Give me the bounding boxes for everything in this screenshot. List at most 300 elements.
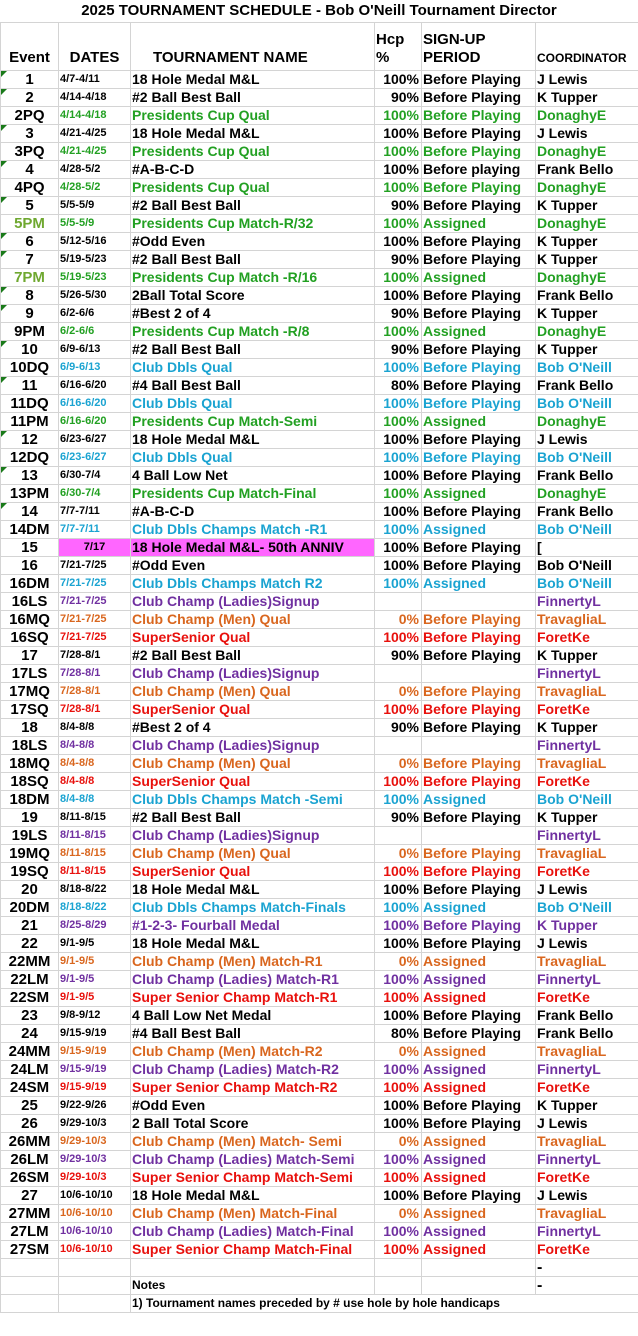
hcp-cell: 90% bbox=[375, 809, 422, 827]
table-row bbox=[1, 521, 638, 539]
dates-cell: 4/28-5/2 bbox=[59, 161, 131, 179]
name-cell: #4 Ball Best Ball bbox=[131, 1025, 375, 1043]
dates-cell: 9/29-10/3 bbox=[59, 1169, 131, 1187]
coordinator-cell: FinnertyL bbox=[536, 971, 638, 989]
event-cell: 19 bbox=[1, 809, 59, 827]
signup-cell: Before Playing bbox=[422, 449, 536, 467]
signup-cell: Before Playing bbox=[422, 467, 536, 485]
event-cell: 19MQ bbox=[1, 845, 59, 863]
table-row bbox=[1, 863, 638, 881]
name-cell: #2 Ball Best Ball bbox=[131, 197, 375, 215]
dates-cell: 7/21-7/25 bbox=[59, 593, 131, 611]
signup-cell: Before Playing bbox=[422, 341, 536, 359]
dates-cell: 9/15-9/19 bbox=[59, 1079, 131, 1097]
coordinator-cell: FinnertyL bbox=[536, 827, 638, 845]
name-cell: Presidents Cup Qual bbox=[131, 179, 375, 197]
name-cell: 4 Ball Low Net bbox=[131, 467, 375, 485]
signup-cell: Assigned bbox=[422, 1043, 536, 1061]
table-row bbox=[1, 539, 638, 557]
name-cell: Presidents Cup Match-R/32 bbox=[131, 215, 375, 233]
table-row bbox=[1, 1241, 638, 1259]
empty-cell bbox=[131, 1259, 375, 1277]
name-cell: Presidents Cup Match-Semi bbox=[131, 413, 375, 431]
hcp-cell: 100% bbox=[375, 773, 422, 791]
hcp-cell: 100% bbox=[375, 503, 422, 521]
coordinator-cell: J Lewis bbox=[536, 431, 638, 449]
note-text: 1) Tournament names preceded by # use hole by hole handicaps bbox=[131, 1295, 638, 1313]
coordinator-cell: DonaghyE bbox=[536, 323, 638, 341]
signup-cell: Assigned bbox=[422, 1205, 536, 1223]
signup-cell: Assigned bbox=[422, 791, 536, 809]
table-row bbox=[1, 1151, 638, 1169]
dates-cell: 6/16-6/20 bbox=[59, 395, 131, 413]
hcp-cell: 90% bbox=[375, 197, 422, 215]
empty-cell bbox=[422, 1277, 536, 1295]
name-cell: Club Dbls Qual bbox=[131, 449, 375, 467]
coordinator-cell: Bob O'Neill bbox=[536, 791, 638, 809]
signup-cell: Before Playing bbox=[422, 89, 536, 107]
event-cell: 12DQ bbox=[1, 449, 59, 467]
name-cell: Club Champ (Men) Qual bbox=[131, 845, 375, 863]
name-cell: Presidents Cup Qual bbox=[131, 107, 375, 125]
coordinator-cell: Bob O'Neill bbox=[536, 395, 638, 413]
coordinator-cell: FinnertyL bbox=[536, 737, 638, 755]
event-cell: 7 bbox=[1, 251, 59, 269]
name-cell: Club Champ (Ladies)Signup bbox=[131, 737, 375, 755]
table-row bbox=[1, 467, 638, 485]
dates-cell: 8/4-8/8 bbox=[59, 719, 131, 737]
coordinator-cell: TravagliaL bbox=[536, 1043, 638, 1061]
coordinator-cell: FinnertyL bbox=[536, 1151, 638, 1169]
hcp-cell: 100% bbox=[375, 413, 422, 431]
dates-cell: 7/7-7/11 bbox=[59, 521, 131, 539]
name-cell: #Best 2 of 4 bbox=[131, 719, 375, 737]
event-cell: 27MM bbox=[1, 1205, 59, 1223]
event-cell: 24 bbox=[1, 1025, 59, 1043]
signup-cell: Assigned bbox=[422, 215, 536, 233]
header-event: Event bbox=[1, 23, 59, 71]
event-cell: 5 bbox=[1, 197, 59, 215]
coordinator-cell: Bob O'Neill bbox=[536, 557, 638, 575]
event-cell: 13 bbox=[1, 467, 59, 485]
dates-cell: 10/6-10/10 bbox=[59, 1205, 131, 1223]
coordinator-cell: Frank Bello bbox=[536, 1025, 638, 1043]
empty-cell bbox=[59, 1259, 131, 1277]
hcp-cell: 100% bbox=[375, 467, 422, 485]
table-row bbox=[1, 1115, 638, 1133]
event-cell: 26LM bbox=[1, 1151, 59, 1169]
table-row bbox=[1, 935, 638, 953]
table-row bbox=[1, 827, 638, 845]
event-cell: 19LS bbox=[1, 827, 59, 845]
hcp-cell: 100% bbox=[375, 125, 422, 143]
coordinator-cell: Frank Bello bbox=[536, 161, 638, 179]
event-cell: 9PM bbox=[1, 323, 59, 341]
coordinator-cell: ForetKe bbox=[536, 701, 638, 719]
event-cell: 27LM bbox=[1, 1223, 59, 1241]
signup-cell: Before Playing bbox=[422, 359, 536, 377]
coordinator-cell: TravagliaL bbox=[536, 953, 638, 971]
table-row bbox=[1, 215, 638, 233]
coordinator-cell: J Lewis bbox=[536, 935, 638, 953]
dates-cell: 5/5-5/9 bbox=[59, 215, 131, 233]
notes-row bbox=[1, 1259, 638, 1277]
dates-cell: 7/21-7/25 bbox=[59, 629, 131, 647]
header-name: TOURNAMENT NAME bbox=[131, 23, 375, 71]
signup-cell: Assigned bbox=[422, 1133, 536, 1151]
dates-cell: 9/8-9/12 bbox=[59, 1007, 131, 1025]
event-cell: 11DQ bbox=[1, 395, 59, 413]
signup-cell: Before Playing bbox=[422, 629, 536, 647]
dates-cell: 8/4-8/8 bbox=[59, 773, 131, 791]
dates-cell: 5/19-5/23 bbox=[59, 269, 131, 287]
dash-cell: - bbox=[536, 1259, 638, 1277]
name-cell: Club Champ (Ladies) Match-Semi bbox=[131, 1151, 375, 1169]
event-cell: 22LM bbox=[1, 971, 59, 989]
name-cell: Club Champ (Men) Match-R2 bbox=[131, 1043, 375, 1061]
coordinator-cell: DonaghyE bbox=[536, 107, 638, 125]
coordinator-cell: ForetKe bbox=[536, 1241, 638, 1259]
table-row bbox=[1, 287, 638, 305]
signup-cell: Assigned bbox=[422, 323, 536, 341]
name-cell: Super Senior Champ Match-R2 bbox=[131, 1079, 375, 1097]
coordinator-cell: Frank Bello bbox=[536, 1007, 638, 1025]
dates-cell: 6/9-6/13 bbox=[59, 341, 131, 359]
signup-cell: Before Playing bbox=[422, 845, 536, 863]
coordinator-cell: ForetKe bbox=[536, 1169, 638, 1187]
dates-cell: 8/11-8/15 bbox=[59, 845, 131, 863]
table-row bbox=[1, 629, 638, 647]
signup-cell: Assigned bbox=[422, 1061, 536, 1079]
header-hcp: Hcp % bbox=[375, 23, 422, 71]
name-cell: Presidents Cup Match-Final bbox=[131, 485, 375, 503]
header-row bbox=[1, 23, 638, 71]
dates-cell: 6/2-6/6 bbox=[59, 305, 131, 323]
table-row bbox=[1, 377, 638, 395]
name-cell: #Odd Even bbox=[131, 1097, 375, 1115]
name-cell: 2 Ball Total Score bbox=[131, 1115, 375, 1133]
dates-cell: 9/1-9/5 bbox=[59, 971, 131, 989]
signup-cell: Before Playing bbox=[422, 773, 536, 791]
hcp-cell: 90% bbox=[375, 89, 422, 107]
signup-cell: Before Playing bbox=[422, 1025, 536, 1043]
name-cell: Club Champ (Ladies) Match-R1 bbox=[131, 971, 375, 989]
hcp-cell: 80% bbox=[375, 1025, 422, 1043]
corner-flag-icon bbox=[1, 377, 7, 383]
dates-cell: 4/21-4/25 bbox=[59, 125, 131, 143]
table-row bbox=[1, 431, 638, 449]
event-cell: 22MM bbox=[1, 953, 59, 971]
coordinator-cell: J Lewis bbox=[536, 71, 638, 89]
coordinator-cell: J Lewis bbox=[536, 1187, 638, 1205]
empty-cell bbox=[375, 1259, 422, 1277]
event-cell: 22 bbox=[1, 935, 59, 953]
hcp-cell: 100% bbox=[375, 629, 422, 647]
coordinator-cell: FinnertyL bbox=[536, 593, 638, 611]
signup-cell: Assigned bbox=[422, 899, 536, 917]
corner-flag-icon bbox=[1, 287, 7, 293]
dates-cell: 7/21-7/25 bbox=[59, 611, 131, 629]
dates-cell: 5/19-5/23 bbox=[59, 251, 131, 269]
corner-flag-icon bbox=[1, 341, 7, 347]
dates-cell: 7/28-8/1 bbox=[59, 647, 131, 665]
event-cell: 2PQ bbox=[1, 107, 59, 125]
table-row bbox=[1, 485, 638, 503]
dates-cell: 4/21-4/25 bbox=[59, 143, 131, 161]
signup-cell: Before playing bbox=[422, 161, 536, 179]
name-cell: Club Champ (Men) Qual bbox=[131, 611, 375, 629]
name-cell: #Best 2 of 4 bbox=[131, 305, 375, 323]
hcp-cell: 100% bbox=[375, 1061, 422, 1079]
dates-cell: 8/11-8/15 bbox=[59, 863, 131, 881]
name-cell: #4 Ball Best Ball bbox=[131, 377, 375, 395]
coordinator-cell: K Tupper bbox=[536, 719, 638, 737]
corner-flag-icon bbox=[1, 503, 7, 509]
table-row bbox=[1, 197, 638, 215]
event-cell: 16 bbox=[1, 557, 59, 575]
hcp-cell: 100% bbox=[375, 143, 422, 161]
table-row bbox=[1, 899, 638, 917]
dates-cell: 9/1-9/5 bbox=[59, 953, 131, 971]
dates-cell: 9/15-9/19 bbox=[59, 1061, 131, 1079]
event-cell: 11 bbox=[1, 377, 59, 395]
hcp-cell bbox=[375, 593, 422, 611]
signup-cell: Before Playing bbox=[422, 305, 536, 323]
coordinator-cell: Frank Bello bbox=[536, 503, 638, 521]
signup-cell: Before Playing bbox=[422, 719, 536, 737]
event-cell: 17SQ bbox=[1, 701, 59, 719]
empty-cell bbox=[59, 1277, 131, 1295]
dash-cell: - bbox=[536, 1277, 638, 1295]
dates-cell: 10/6-10/10 bbox=[59, 1241, 131, 1259]
signup-cell: Assigned bbox=[422, 413, 536, 431]
notes-label: Notes bbox=[131, 1277, 375, 1295]
dates-cell: 9/29-10/3 bbox=[59, 1133, 131, 1151]
coordinator-cell: K Tupper bbox=[536, 197, 638, 215]
dates-cell: 8/11-8/15 bbox=[59, 809, 131, 827]
hcp-cell: 0% bbox=[375, 1205, 422, 1223]
coordinator-cell: K Tupper bbox=[536, 647, 638, 665]
table-row bbox=[1, 1133, 638, 1151]
table-row bbox=[1, 971, 638, 989]
name-cell: 18 Hole Medal M&L bbox=[131, 1187, 375, 1205]
dates-cell: 10/6-10/10 bbox=[59, 1223, 131, 1241]
signup-cell: Before Playing bbox=[422, 179, 536, 197]
signup-cell: Before Playing bbox=[422, 1187, 536, 1205]
hcp-cell: 100% bbox=[375, 1187, 422, 1205]
hcp-cell bbox=[375, 737, 422, 755]
table-row bbox=[1, 845, 638, 863]
corner-flag-icon bbox=[1, 125, 7, 131]
table-row bbox=[1, 359, 638, 377]
signup-cell: Before Playing bbox=[422, 233, 536, 251]
table-row bbox=[1, 1043, 638, 1061]
dates-cell: 7/21-7/25 bbox=[59, 575, 131, 593]
schedule-body bbox=[1, 23, 638, 1313]
hcp-cell: 100% bbox=[375, 863, 422, 881]
corner-flag-icon bbox=[1, 431, 7, 437]
event-cell: 20 bbox=[1, 881, 59, 899]
hcp-cell: 90% bbox=[375, 251, 422, 269]
event-cell: 19SQ bbox=[1, 863, 59, 881]
hcp-cell: 0% bbox=[375, 1043, 422, 1061]
coordinator-cell: J Lewis bbox=[536, 881, 638, 899]
coordinator-cell: K Tupper bbox=[536, 251, 638, 269]
dates-cell: 6/30-7/4 bbox=[59, 485, 131, 503]
event-cell: 5PM bbox=[1, 215, 59, 233]
table-row bbox=[1, 917, 638, 935]
hcp-cell bbox=[375, 827, 422, 845]
name-cell: Club Champ (Men) Match-Final bbox=[131, 1205, 375, 1223]
dates-cell: 7/28-8/1 bbox=[59, 701, 131, 719]
name-cell: #2 Ball Best Ball bbox=[131, 809, 375, 827]
table-row bbox=[1, 593, 638, 611]
coordinator-cell: Bob O'Neill bbox=[536, 449, 638, 467]
hcp-cell: 100% bbox=[375, 107, 422, 125]
dates-cell: 5/26-5/30 bbox=[59, 287, 131, 305]
hcp-cell: 100% bbox=[375, 161, 422, 179]
dates-cell: 6/9-6/13 bbox=[59, 359, 131, 377]
signup-cell: Before Playing bbox=[422, 377, 536, 395]
signup-cell bbox=[422, 737, 536, 755]
corner-flag-icon bbox=[1, 251, 7, 257]
event-cell: 18DM bbox=[1, 791, 59, 809]
name-cell: #Odd Even bbox=[131, 557, 375, 575]
name-cell: Super Senior Champ Match-Final bbox=[131, 1241, 375, 1259]
signup-cell: Before Playing bbox=[422, 701, 536, 719]
event-cell: 1 bbox=[1, 71, 59, 89]
hcp-cell: 100% bbox=[375, 323, 422, 341]
name-cell: 4 Ball Low Net Medal bbox=[131, 1007, 375, 1025]
event-cell: 16LS bbox=[1, 593, 59, 611]
coordinator-cell: J Lewis bbox=[536, 125, 638, 143]
signup-cell bbox=[422, 665, 536, 683]
event-cell: 16MQ bbox=[1, 611, 59, 629]
table-row bbox=[1, 683, 638, 701]
coordinator-cell: Bob O'Neill bbox=[536, 575, 638, 593]
event-cell: 26MM bbox=[1, 1133, 59, 1151]
hcp-cell: 0% bbox=[375, 683, 422, 701]
hcp-cell: 100% bbox=[375, 431, 422, 449]
name-cell: 18 Hole Medal M&L bbox=[131, 935, 375, 953]
event-cell: 18MQ bbox=[1, 755, 59, 773]
table-row bbox=[1, 251, 638, 269]
dates-cell: 8/11-8/15 bbox=[59, 827, 131, 845]
hcp-cell: 80% bbox=[375, 377, 422, 395]
table-row bbox=[1, 701, 638, 719]
event-cell: 2 bbox=[1, 89, 59, 107]
hcp-cell: 100% bbox=[375, 359, 422, 377]
signup-cell: Assigned bbox=[422, 1223, 536, 1241]
signup-cell: Assigned bbox=[422, 485, 536, 503]
name-cell: #2 Ball Best Ball bbox=[131, 341, 375, 359]
dates-cell: 8/18-8/22 bbox=[59, 881, 131, 899]
dates-cell: 4/28-5/2 bbox=[59, 179, 131, 197]
notes-row bbox=[1, 1277, 638, 1295]
table-row bbox=[1, 737, 638, 755]
name-cell: SuperSenior Qual bbox=[131, 863, 375, 881]
name-cell: #1-2-3- Fourball Medal bbox=[131, 917, 375, 935]
event-cell: 26SM bbox=[1, 1169, 59, 1187]
signup-cell: Before Playing bbox=[422, 143, 536, 161]
event-cell: 3 bbox=[1, 125, 59, 143]
hcp-cell: 100% bbox=[375, 989, 422, 1007]
signup-cell: Before Playing bbox=[422, 611, 536, 629]
table-row bbox=[1, 125, 638, 143]
signup-cell: Assigned bbox=[422, 1169, 536, 1187]
table-row bbox=[1, 881, 638, 899]
hcp-cell: 100% bbox=[375, 485, 422, 503]
coordinator-cell: Frank Bello bbox=[536, 467, 638, 485]
event-cell: 27 bbox=[1, 1187, 59, 1205]
corner-flag-icon bbox=[1, 71, 7, 77]
signup-cell: Before Playing bbox=[422, 197, 536, 215]
name-cell: Club Dbls Champs Match -R1 bbox=[131, 521, 375, 539]
signup-cell: Before Playing bbox=[422, 557, 536, 575]
hcp-cell: 90% bbox=[375, 719, 422, 737]
signup-cell: Assigned bbox=[422, 1241, 536, 1259]
hcp-cell: 100% bbox=[375, 233, 422, 251]
dates-cell: 7/28-8/1 bbox=[59, 665, 131, 683]
coordinator-cell: ForetKe bbox=[536, 1079, 638, 1097]
dates-cell: 6/30-7/4 bbox=[59, 467, 131, 485]
event-cell: 10DQ bbox=[1, 359, 59, 377]
coordinator-cell: K Tupper bbox=[536, 341, 638, 359]
hcp-cell: 0% bbox=[375, 755, 422, 773]
name-cell: Club Champ (Men) Qual bbox=[131, 755, 375, 773]
event-cell: 13PM bbox=[1, 485, 59, 503]
hcp-cell: 100% bbox=[375, 521, 422, 539]
signup-cell: Assigned bbox=[422, 989, 536, 1007]
hcp-cell: 100% bbox=[375, 971, 422, 989]
dates-cell: 8/4-8/8 bbox=[59, 755, 131, 773]
corner-flag-icon bbox=[1, 197, 7, 203]
event-cell: 17LS bbox=[1, 665, 59, 683]
dates-cell: 6/16-6/20 bbox=[59, 377, 131, 395]
table-row bbox=[1, 557, 638, 575]
signup-cell bbox=[422, 593, 536, 611]
signup-cell: Before Playing bbox=[422, 539, 536, 557]
hcp-cell: 0% bbox=[375, 953, 422, 971]
coordinator-cell: Bob O'Neill bbox=[536, 899, 638, 917]
event-cell: 4 bbox=[1, 161, 59, 179]
hcp-cell: 90% bbox=[375, 305, 422, 323]
dates-cell: 8/25-8/29 bbox=[59, 917, 131, 935]
coordinator-cell: FinnertyL bbox=[536, 1223, 638, 1241]
table-row bbox=[1, 1079, 638, 1097]
table-row bbox=[1, 719, 638, 737]
hcp-cell: 90% bbox=[375, 341, 422, 359]
table-row bbox=[1, 1007, 638, 1025]
signup-cell: Assigned bbox=[422, 521, 536, 539]
name-cell: 18 Hole Medal M&L bbox=[131, 431, 375, 449]
corner-flag-icon bbox=[1, 305, 7, 311]
coordinator-cell: K Tupper bbox=[536, 917, 638, 935]
empty-cell bbox=[1, 1295, 59, 1313]
signup-cell: Before Playing bbox=[422, 107, 536, 125]
table-row bbox=[1, 305, 638, 323]
signup-cell bbox=[422, 827, 536, 845]
event-cell: 4PQ bbox=[1, 179, 59, 197]
table-row bbox=[1, 773, 638, 791]
table-row bbox=[1, 1025, 638, 1043]
name-cell: Club Dbls Qual bbox=[131, 395, 375, 413]
name-cell: 18 Hole Medal M&L bbox=[131, 881, 375, 899]
signup-cell: Before Playing bbox=[422, 881, 536, 899]
dates-cell: 8/4-8/8 bbox=[59, 737, 131, 755]
table-row bbox=[1, 179, 638, 197]
signup-cell: Before Playing bbox=[422, 71, 536, 89]
